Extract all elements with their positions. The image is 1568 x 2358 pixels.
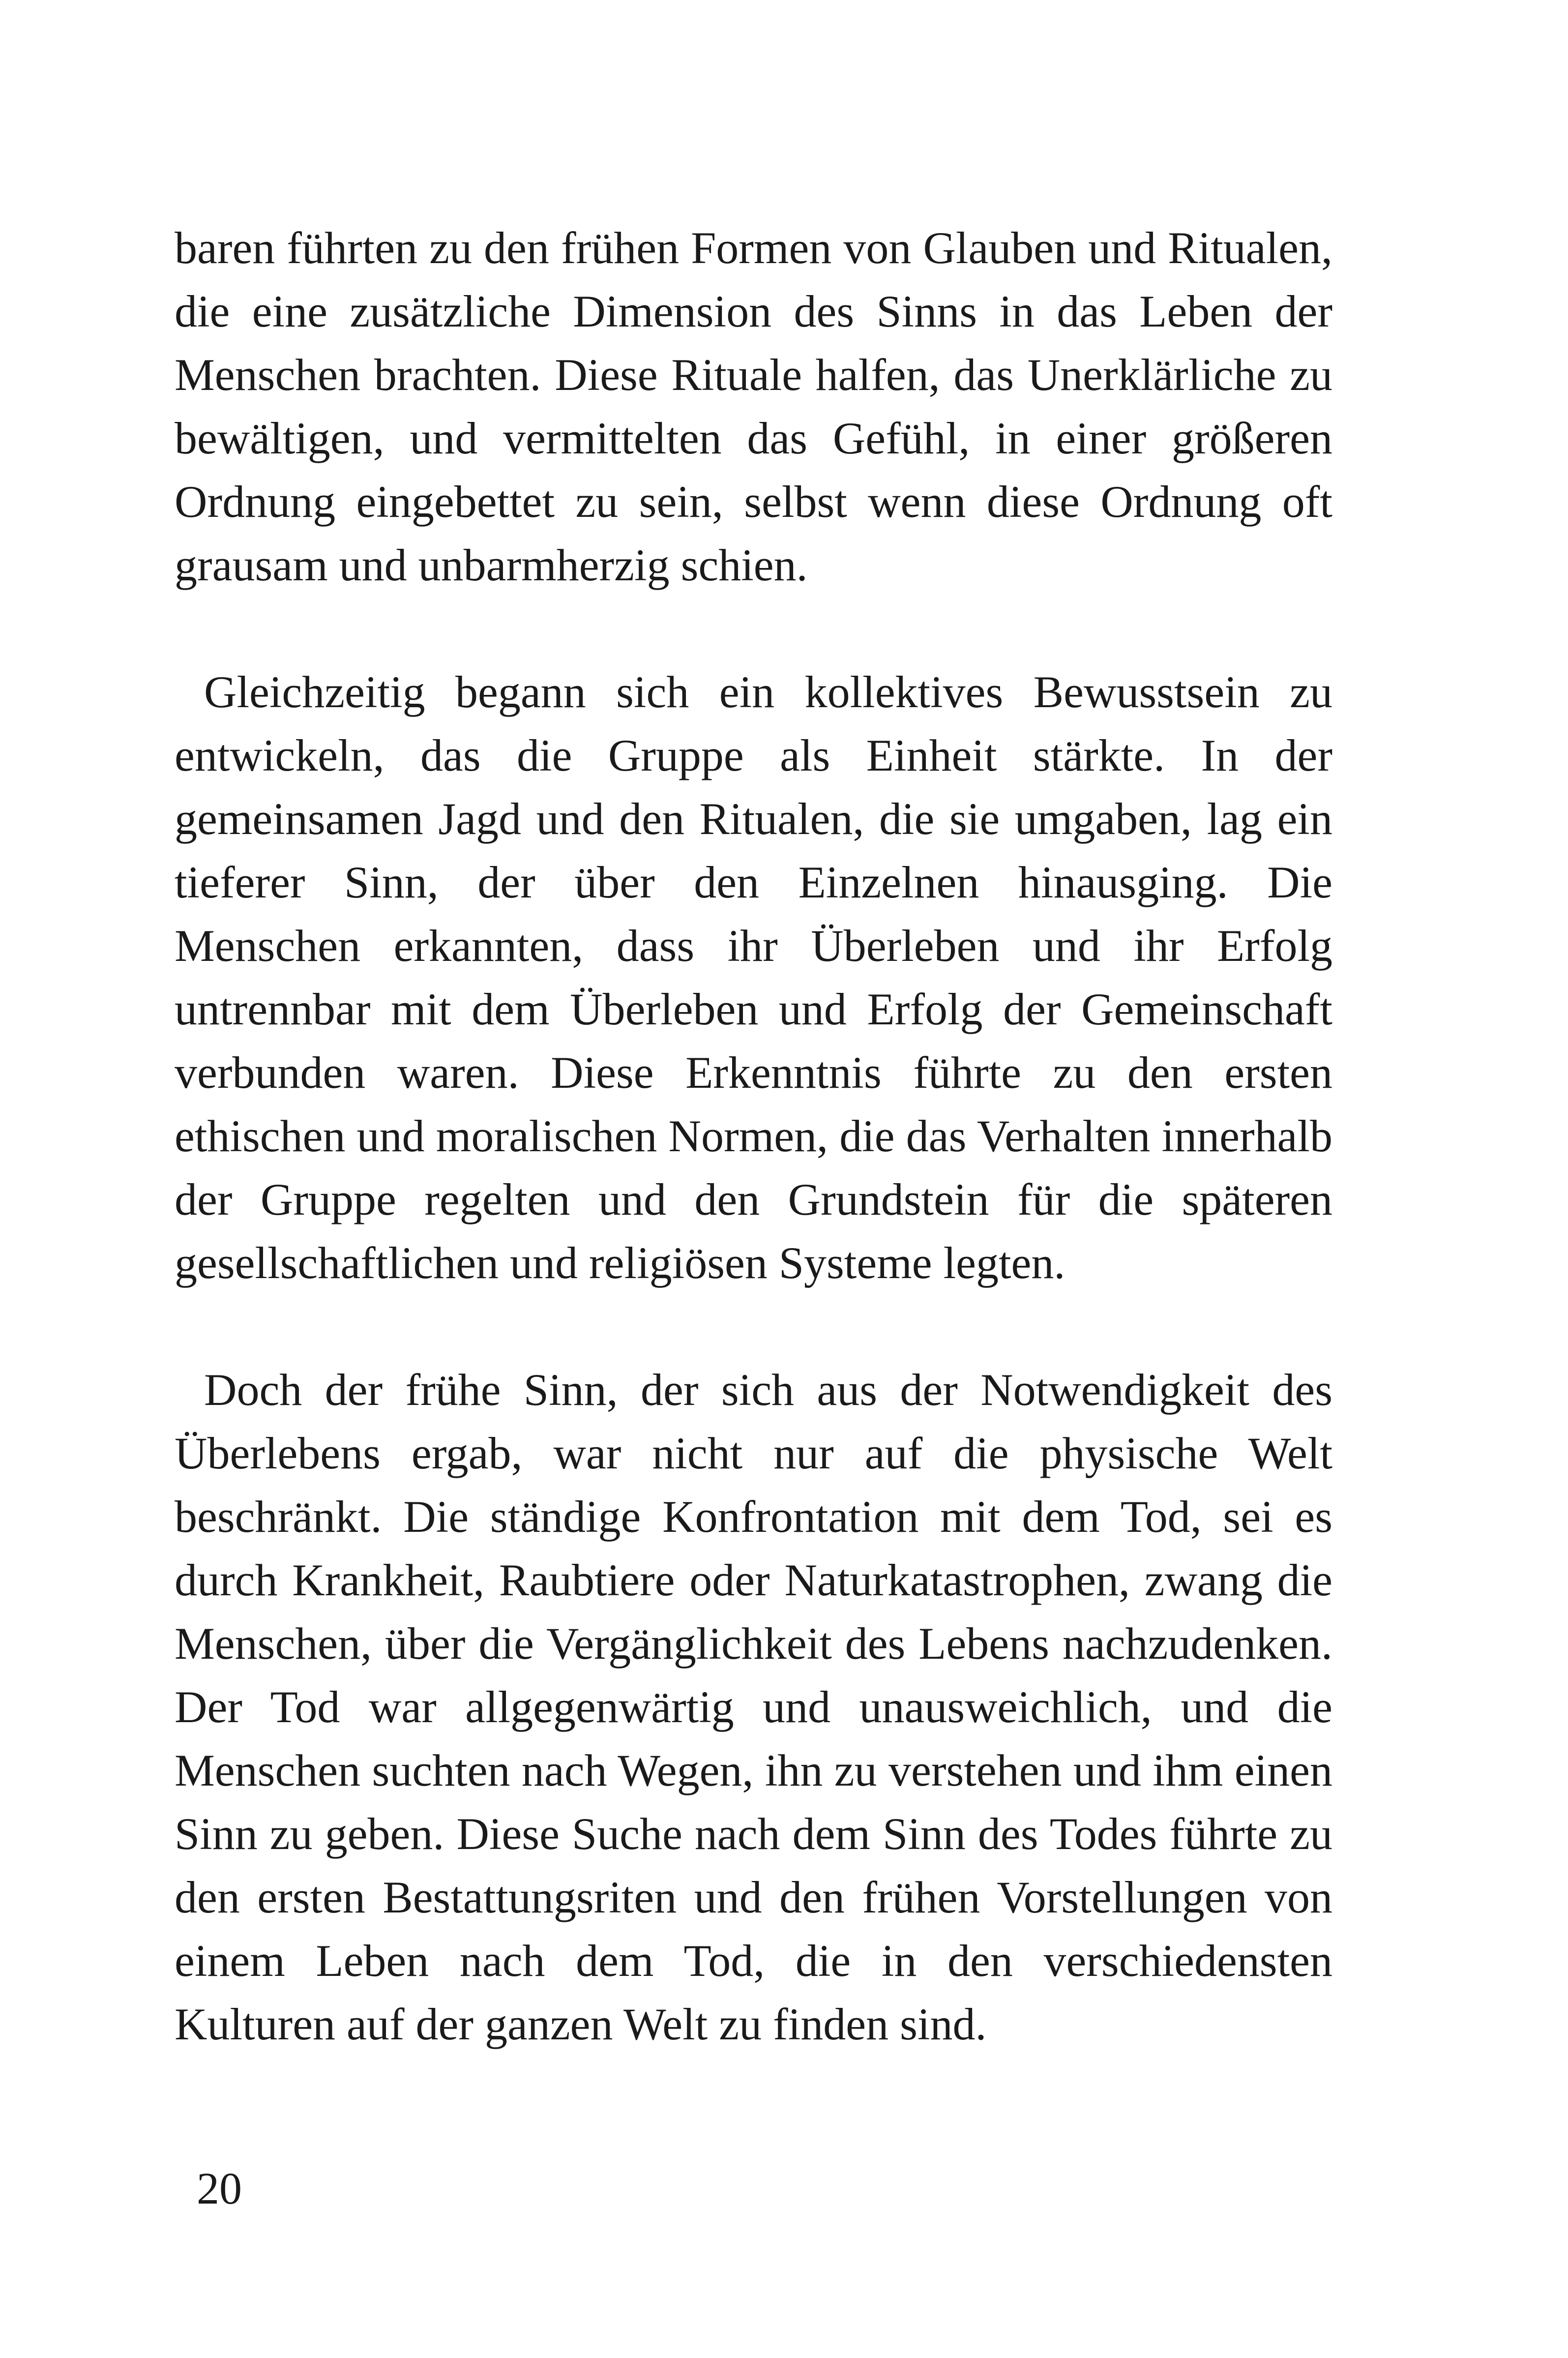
paragraph-meaning-of-death: Doch der frühe Sinn, der sich aus der Notwendigkeit des Überlebens ergab, war nicht nur auf die physische Welt beschränkt. Die ständige Konfrontation mit dem Tod, sei es durch Krankheit, Raubtiere oder Naturkatastrophen, zwang die Menschen, über die Vergänglichkeit des Lebens nachzudenken. Der Tod war allgegenwärtig und unausweichlich, und die Menschen suchten nach Wegen, ihn zu verstehen und ihm einen Sinn zu geben. Diese Suche nach dem Sinn des Todes führte zu den ersten Bestattungsriten und den frühen Vorstellungen von einem Leben nach dem Tod, die in den verschiedensten Kulturen auf der ganzen Welt zu finden sind. xyxy=(175,1365,1332,2049)
page-number: 20 xyxy=(197,2163,242,2213)
paragraph-continuation: baren führten zu den frühen Formen von Glauben und Ritualen, die eine zusätzliche Dimension des Sinns in das Leben der Menschen brachten. Diese Rituale halfen, das Unerklärliche zu bewältigen, und vermittelten das Gefühl, in einer größeren Ordnung eingebettet zu sein, selbst wenn diese Ordnung oft grausam und unbarmherzig schien. xyxy=(175,223,1332,590)
body-text xyxy=(175,216,1332,2056)
paragraph-collective-consciousness: Gleichzeitig begann sich ein kollektives Bewusstsein zu entwickeln, das die Gruppe als Einheit stärkte. In der gemeinsamen Jagd und den Ritualen, die sie umgaben, lag ein tieferer Sinn, der über den Einzelnen hinausging. Die Menschen erkannten, dass ihr Überleben und ihr Erfolg untrennbar mit dem Überleben und Erfolg der Gemeinschaft verbunden waren. Diese Erkenntnis führte zu den ersten ethischen und moralischen Normen, die das Verhalten innerhalb der Gruppe regelten und den Grundstein für die späteren gesellschaftlichen und religiösen Systeme legten. xyxy=(175,667,1332,1288)
